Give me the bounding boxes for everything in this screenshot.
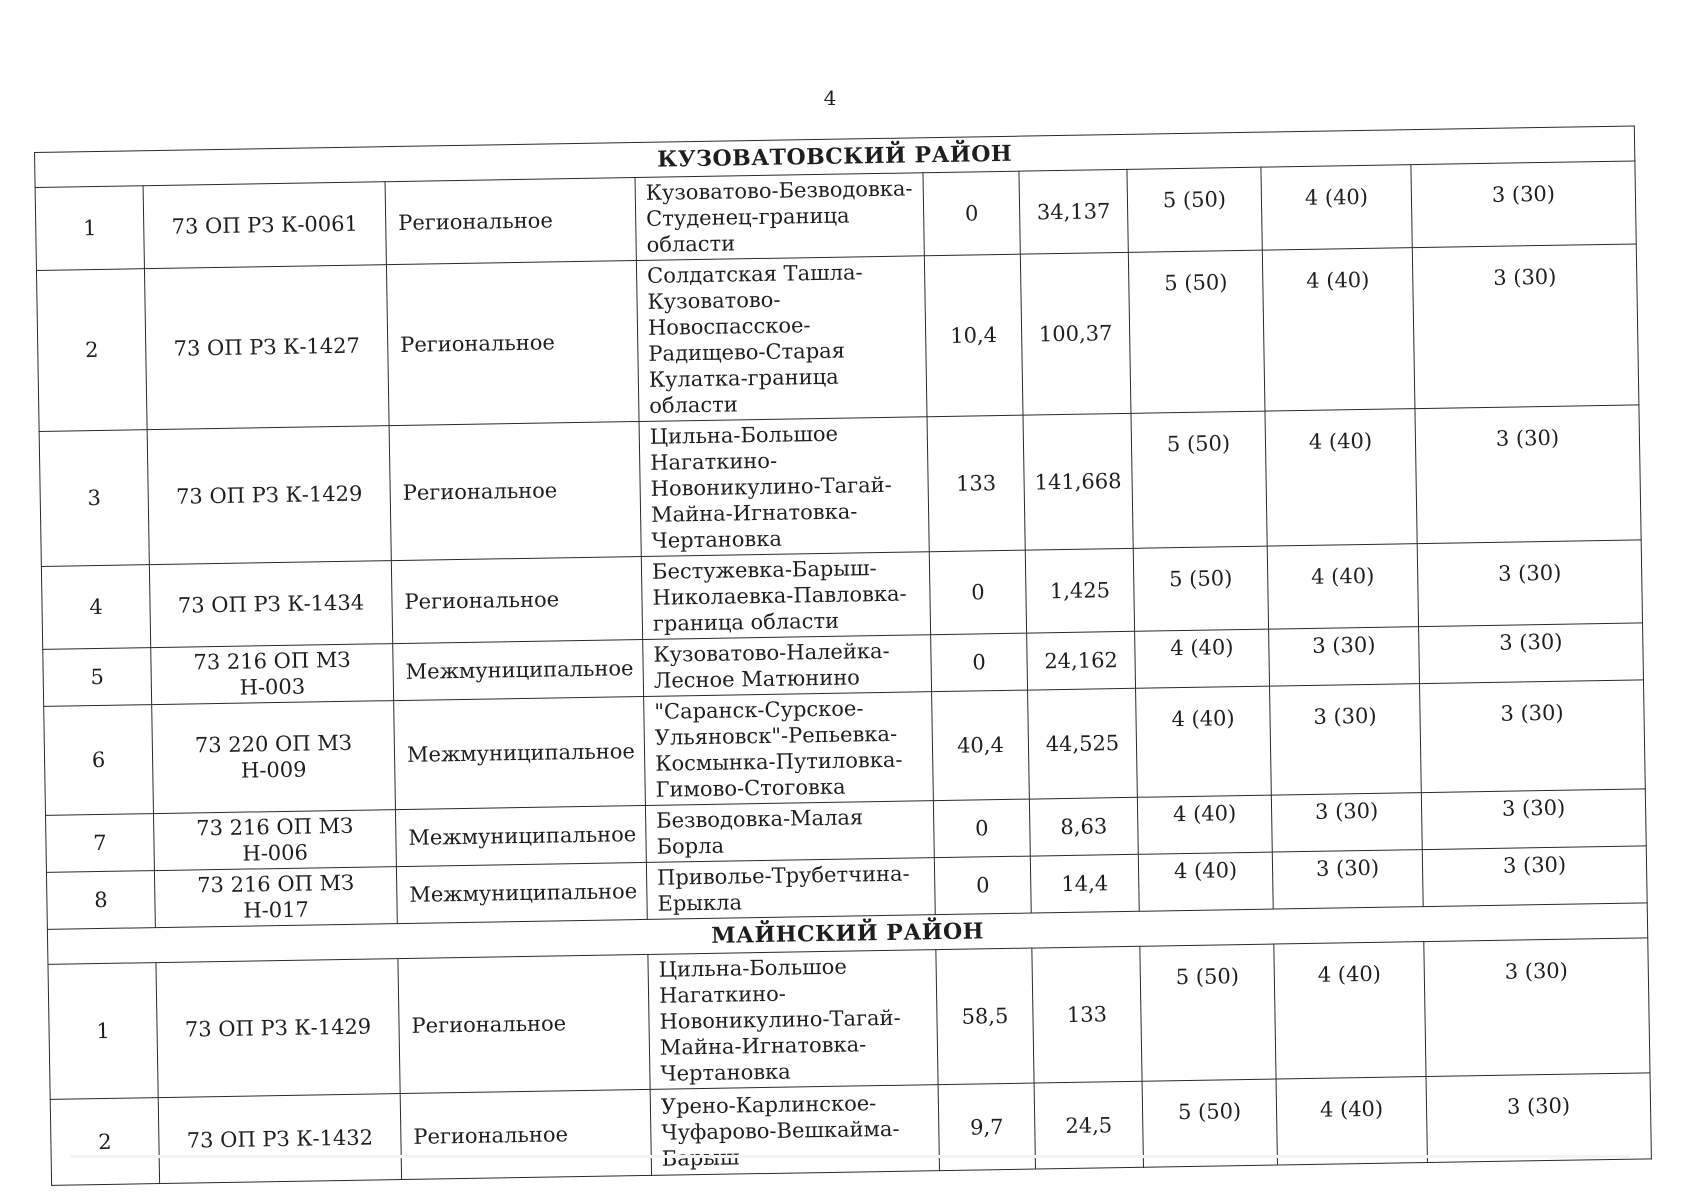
km-end: 133 (1032, 946, 1142, 1083)
road-significance: Региональное (391, 556, 642, 643)
category-value-1: 4 (40) (1138, 852, 1273, 911)
roads-table (34, 125, 1652, 1185)
category-value-2: 4 (40) (1276, 1077, 1427, 1165)
km-start: 58,5 (936, 948, 1034, 1085)
road-code: 73 ОП РЗ К-0061 (143, 182, 386, 269)
category-value-3: 3 (30) (1424, 938, 1650, 1077)
category-value-1: 5 (50) (1128, 250, 1265, 413)
road-significance: Межмуниципальное (395, 805, 646, 866)
category-value-3: 3 (30) (1419, 623, 1644, 684)
row-number: 1 (35, 186, 144, 271)
road-significance: Региональное (386, 261, 639, 426)
km-start: 40,4 (932, 690, 1030, 801)
road-code: 73 ОП РЗ К-1429 (156, 959, 400, 1098)
road-code: 73 ОП РЗ К-1432 (158, 1094, 401, 1184)
category-value-2: 4 (40) (1265, 409, 1417, 546)
km-start: 0 (931, 633, 1028, 692)
category-value-2: 4 (40) (1261, 165, 1412, 250)
category-value-2: 4 (40) (1267, 544, 1418, 629)
km-start: 0 (923, 171, 1020, 256)
category-value-3: 3 (30) (1417, 540, 1642, 627)
category-value-2: 4 (40) (1262, 248, 1415, 411)
km-start: 10,4 (924, 254, 1023, 417)
category-value-1: 5 (50) (1142, 1079, 1277, 1167)
km-start: 0 (934, 856, 1031, 915)
road-name: Приволье-Трубетчина-Ерыкла (646, 858, 935, 920)
road-code: 73 216 ОП МЗ Н-017 (154, 867, 397, 928)
km-end: 24,162 (1027, 631, 1136, 690)
road-significance: Межмуниципальное (394, 696, 646, 809)
category-value-3: 3 (30) (1421, 789, 1646, 850)
road-significance: Региональное (400, 1089, 651, 1179)
category-value-3: 3 (30) (1411, 161, 1636, 248)
category-value-1: 5 (50) (1131, 411, 1267, 548)
category-value-1: 5 (50) (1133, 546, 1268, 631)
roads-table-container (34, 125, 1651, 1185)
km-end: 34,137 (1019, 169, 1128, 254)
road-name: Цильна-Большое Нагаткино-Новоникулино-Тагай-Майна-Игнатовка-Чертановка (639, 417, 929, 557)
km-start: 9,7 (938, 1083, 1035, 1171)
table-body (35, 126, 1652, 1185)
road-name: Кузоватово-Налейка-Лесное Матюнино (643, 635, 932, 697)
road-significance: Региональное (389, 422, 641, 561)
road-name: Цильна-Большое Нагаткино-Новоникулино-Тагай-Майна-Игнатовка-Чертановка (648, 950, 938, 1090)
table-row (39, 405, 1641, 567)
road-code: 73 220 ОП МЗ Н-009 (152, 701, 396, 814)
km-end: 141,668 (1023, 413, 1133, 550)
row-number: 8 (46, 871, 155, 930)
km-start: 0 (929, 550, 1026, 635)
row-number: 3 (39, 430, 149, 567)
category-value-1: 4 (40) (1136, 686, 1272, 797)
category-value-2: 4 (40) (1274, 942, 1426, 1079)
road-name: Безводовка-Малая Борла (645, 801, 934, 863)
road-name: "Саранск-Сурское-Ульяновск"-Репьевка-Космынка-Путиловка-Гимово-Стоговка (644, 692, 934, 806)
category-value-3: 3 (30) (1420, 680, 1646, 793)
category-value-3: 3 (30) (1412, 244, 1639, 409)
road-significance: Межмуниципальное (393, 639, 644, 700)
category-value-3: 3 (30) (1415, 405, 1641, 544)
category-value-1: 5 (50) (1127, 167, 1262, 252)
category-value-1: 4 (40) (1135, 629, 1270, 688)
category-value-3: 3 (30) (1426, 1073, 1651, 1163)
category-value-2: 3 (30) (1269, 627, 1420, 686)
category-value-1: 4 (40) (1137, 795, 1272, 854)
section-title: МАЙНСКИЙ РАЙОН (47, 903, 1647, 965)
page-number: 4 (823, 86, 837, 110)
road-significance: Региональное (385, 178, 636, 265)
km-end: 24,5 (1034, 1081, 1143, 1169)
row-number: 2 (50, 1098, 159, 1186)
table-row (36, 244, 1638, 432)
km-start: 133 (927, 415, 1025, 552)
km-end: 1,425 (1025, 548, 1134, 633)
road-name: Кузоватово-Безводовка-Студенец-граница области (635, 173, 924, 261)
row-number: 1 (48, 963, 158, 1100)
category-value-1: 5 (50) (1140, 944, 1276, 1081)
km-end: 8,63 (1029, 797, 1138, 856)
category-value-3: 3 (30) (1422, 846, 1647, 907)
row-number: 7 (46, 814, 155, 873)
category-value-2: 3 (30) (1270, 684, 1422, 795)
road-significance: Региональное (398, 954, 650, 1093)
road-name: Урено-Карлинское-Чуфарово-Вешкайма-Барыш (650, 1085, 939, 1176)
row-number: 6 (44, 705, 154, 816)
category-value-2: 3 (30) (1272, 850, 1423, 909)
km-end: 100,37 (1020, 252, 1131, 415)
category-value-2: 3 (30) (1271, 793, 1422, 852)
road-name: Солдатская Ташла-Кузоватово-Новоспасское-Радищево-Старая Кулатка-граница области (636, 256, 927, 422)
scan-edge-shadow (70, 1155, 1630, 1158)
section-title: КУЗОВАТОВСКИЙ РАЙОН (35, 126, 1635, 188)
row-number: 2 (36, 269, 147, 432)
road-code: 73 216 ОП МЗ Н-006 (153, 810, 396, 871)
km-end: 14,4 (1030, 854, 1139, 913)
road-significance: Межмуниципальное (396, 862, 647, 923)
road-code: 73 216 ОП МЗ Н-003 (151, 644, 394, 705)
table-row (48, 938, 1650, 1100)
km-end: 44,525 (1028, 688, 1138, 799)
road-name: Бестужевка-Барыш-Николаевка-Павловка-граница области (641, 552, 930, 640)
road-code: 73 ОП РЗ К-1429 (147, 426, 391, 565)
road-code: 73 ОП РЗ К-1434 (149, 561, 392, 648)
km-start: 0 (933, 799, 1030, 858)
road-code: 73 ОП РЗ К-1427 (144, 265, 389, 430)
row-number: 5 (43, 648, 152, 707)
row-number: 4 (41, 565, 150, 650)
